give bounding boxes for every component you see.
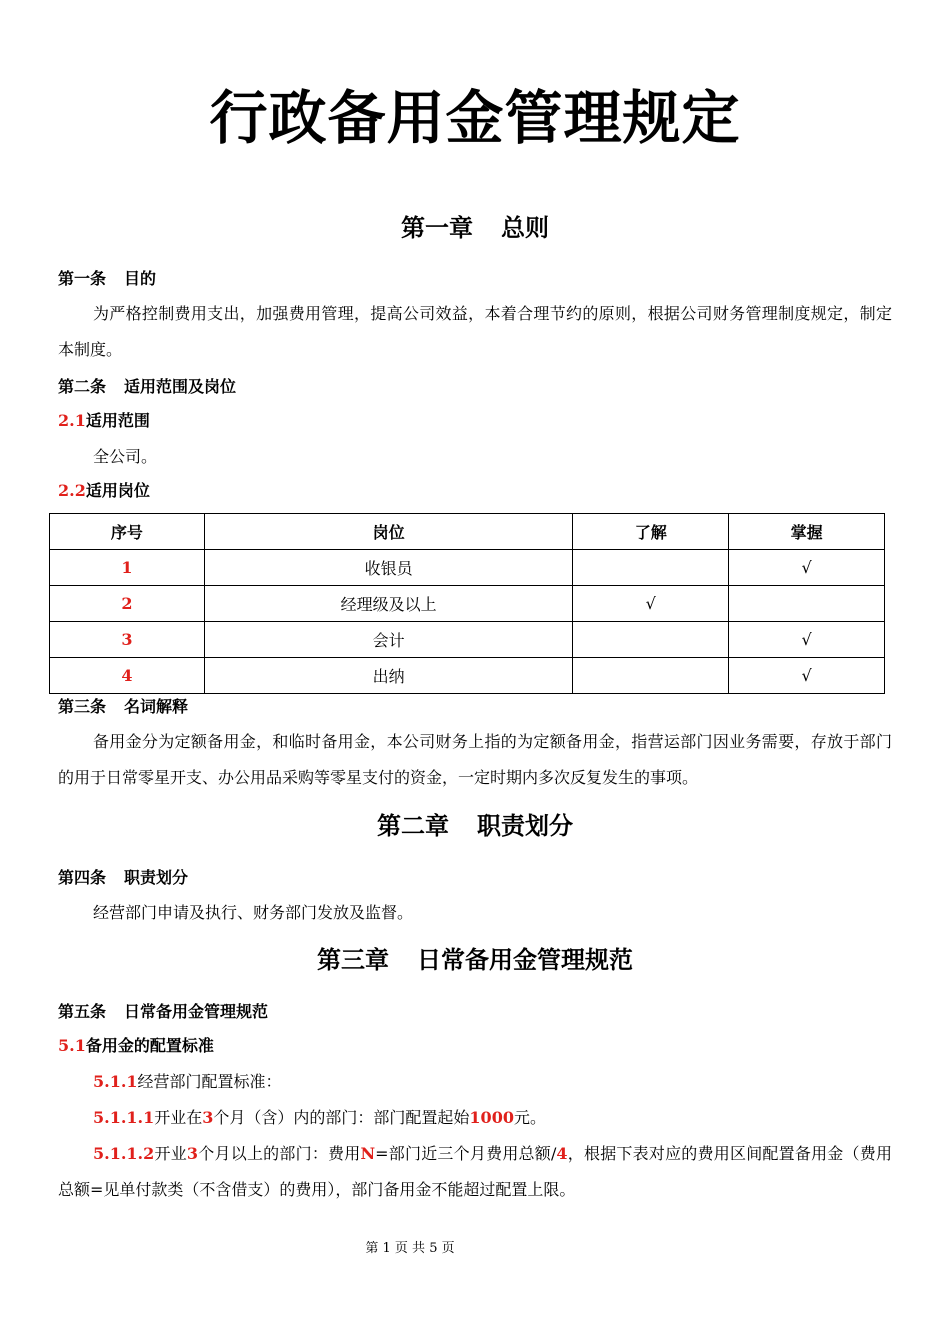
document-title: 行政备用金管理规定	[209, 84, 741, 152]
positions-table	[49, 513, 885, 694]
row-number: 3	[50, 622, 205, 658]
section-5-1-1-1-number: 5.1.1.1	[93, 1108, 155, 1127]
page-footer: 第 1 页 共 5 页	[365, 1241, 455, 1256]
highlight-number: 4	[556, 1144, 568, 1163]
text-run: 个月以上的部门：费用	[198, 1144, 361, 1163]
row-position: 出纳	[204, 658, 573, 694]
article-3-name: 名词解释	[124, 697, 189, 716]
chapter-2-number: 第二章	[377, 811, 449, 840]
row-number: 4	[50, 658, 205, 694]
table-header-cell: 掌握	[729, 514, 885, 550]
section-2-2-heading	[58, 479, 150, 503]
chapter-3-number: 第三章	[317, 945, 389, 974]
row-master: √	[729, 550, 885, 586]
table-row	[50, 622, 885, 658]
section-5-1-1-1	[93, 1106, 546, 1130]
table-header-cell: 了解	[573, 514, 729, 550]
text-run: 开业	[154, 1144, 187, 1163]
article-4-name: 职责划分	[124, 868, 189, 887]
section-5-1-label: 备用金的配置标准	[85, 1036, 214, 1055]
section-5-1-heading	[58, 1034, 214, 1058]
section-2-1-text: 全公司。	[93, 447, 158, 466]
table-row	[50, 586, 885, 622]
section-5-1-1-text: 经营部门配置标准：	[137, 1072, 282, 1091]
section-2-2-number: 2.2	[58, 481, 86, 500]
article-5-name: 日常备用金管理规范	[124, 1002, 269, 1021]
article-3-text: 备用金分为定额备用金，和临时备用金，本公司财务上指的为定额备用金，指营运部门因业务需要，存放于部门的用于日常零星开支、办公用品采购等零星支付的资金，一定时期内多次反复发生的事项。	[58, 732, 892, 787]
row-understand	[573, 622, 729, 658]
highlight-number: 3	[202, 1108, 214, 1127]
chapter-1-heading	[0, 212, 950, 244]
article-2-number: 第二条	[58, 377, 107, 396]
article-3-heading	[58, 695, 188, 719]
row-position: 收银员	[204, 550, 573, 586]
section-5-1-1	[93, 1070, 282, 1094]
article-4-number: 第四条	[58, 868, 107, 887]
article-3-number: 第三条	[58, 697, 107, 716]
chapter-1-number: 第一章	[401, 213, 473, 242]
article-1-name: 目的	[124, 269, 157, 288]
section-5-1-number: 5.1	[58, 1036, 86, 1055]
row-number: 1	[50, 550, 205, 586]
row-position: 经理级及以上	[204, 586, 573, 622]
table-row	[50, 550, 885, 586]
text-run: 开业在	[154, 1108, 203, 1127]
article-1-text: 为严格控制费用支出，加强费用管理，提高公司效益，本着合理节约的原则，根据公司财务管理制度规定，制定本制度。	[58, 304, 892, 359]
chapter-1-name: 总则	[501, 213, 549, 242]
table-header-cell: 岗位	[204, 514, 573, 550]
table-header-row	[50, 514, 885, 550]
section-2-1-number: 2.1	[58, 411, 86, 430]
section-5-1-1-2-number: 5.1.1.2	[93, 1144, 155, 1163]
text-run: 元。	[513, 1108, 546, 1127]
row-master: √	[729, 622, 885, 658]
text-run: ，根据下表对应的费用区间配置备用金（费用总额=见单付款类（不含借支）的费用），部门备用金不能超过配置上限。	[58, 1144, 892, 1199]
row-position: 会计	[204, 622, 573, 658]
row-master	[729, 586, 885, 622]
chapter-3-heading	[0, 944, 950, 976]
article-5-heading	[58, 1000, 268, 1024]
text-run: =部门近三个月费用总额/	[375, 1144, 557, 1163]
chapter-2-heading	[0, 810, 950, 842]
row-understand: √	[573, 586, 729, 622]
highlight-number: 3	[186, 1144, 199, 1163]
highlight-number: N	[360, 1144, 376, 1163]
section-2-2-label: 适用岗位	[85, 481, 150, 500]
row-understand	[573, 658, 729, 694]
section-2-1-label: 适用范围	[85, 411, 150, 430]
table-header-cell: 序号	[50, 514, 205, 550]
row-master: √	[729, 658, 885, 694]
article-4-text: 经营部门申请及执行、财务部门发放及监督。	[93, 903, 414, 922]
highlight-number: 1000	[469, 1108, 514, 1127]
article-1-heading	[58, 267, 156, 291]
section-2-1-heading	[58, 409, 150, 433]
section-5-1-1-number: 5.1.1	[93, 1072, 138, 1091]
article-4-heading	[58, 866, 188, 890]
text-run: 个月（含）内的部门：部门配置起始	[213, 1108, 470, 1127]
table-row	[50, 658, 885, 694]
article-1-number: 第一条	[58, 269, 107, 288]
section-5-1-1-2	[58, 1136, 892, 1208]
article-2-heading	[58, 375, 236, 399]
article-5-number: 第五条	[58, 1002, 107, 1021]
chapter-2-name: 职责划分	[477, 811, 573, 840]
row-number: 2	[50, 586, 205, 622]
chapter-3-name: 日常备用金管理规范	[417, 945, 633, 974]
article-2-name: 适用范围及岗位	[124, 377, 237, 396]
row-understand	[573, 550, 729, 586]
